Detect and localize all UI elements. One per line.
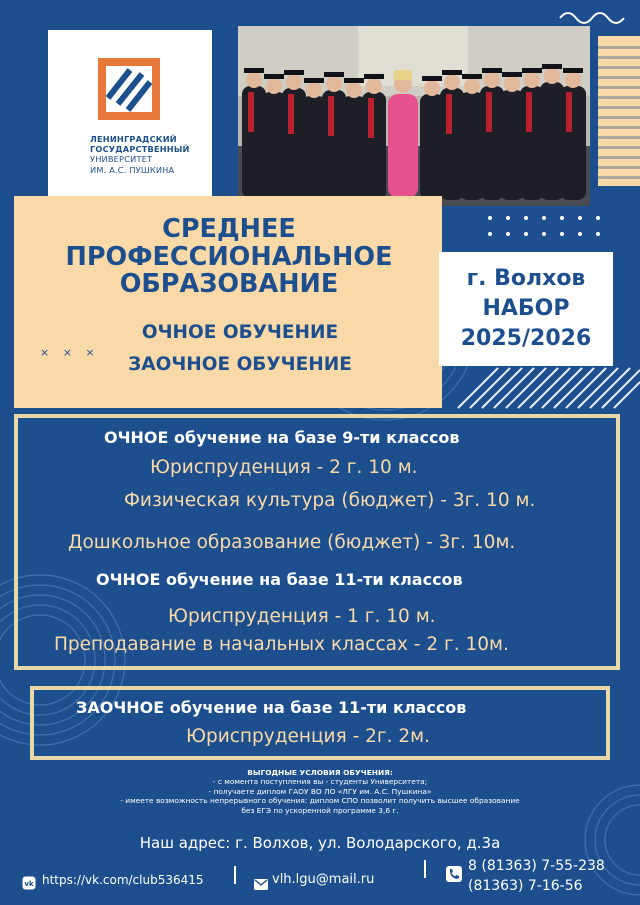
phone-2[interactable]: (81363) 7-16-56 bbox=[468, 878, 583, 894]
university-logo-card bbox=[48, 30, 212, 200]
email-link[interactable]: vlh.lgu@mail.ru bbox=[272, 872, 375, 887]
program-item: Дошкольное образование (бюджет) - 3г. 10м. bbox=[68, 532, 516, 553]
vk-link[interactable]: https://vk.com/club536415 bbox=[42, 873, 204, 887]
title-line-3: ОБРАЗОВАНИЕ bbox=[119, 269, 339, 299]
study-mode-parttime: ЗАОЧНОЕ ОБУЧЕНИЕ bbox=[128, 354, 352, 375]
logo-line-3: УНИВЕРСИТЕТ bbox=[90, 154, 153, 165]
study-mode-fulltime: ОЧНОЕ ОБУЧЕНИЕ bbox=[141, 322, 339, 343]
address: Наш адрес: г. Волхов, ул. Володарского, д.3а bbox=[139, 834, 501, 852]
vk-icon bbox=[22, 876, 36, 890]
benefit-item: - с момента поступления вы - студенты Университета; bbox=[212, 777, 428, 787]
benefits-list bbox=[40, 768, 600, 815]
benefit-item: без ЕГЭ по ускоренной программе 3,6 г. bbox=[241, 805, 399, 815]
decor-crosses: × × × bbox=[40, 346, 100, 359]
intake-year: 2025/2026 bbox=[460, 326, 592, 351]
fulltime-11-heading: ОЧНОЕ обучение на базе 11-ти классов bbox=[96, 570, 463, 589]
university-logo-icon bbox=[98, 58, 160, 120]
phone-1[interactable]: 8 (81363) 7-55-238 bbox=[468, 858, 605, 874]
title-line-1: СРЕДНЕЕ bbox=[162, 214, 296, 244]
program-item: Физическая культура (бюджет) - 3г. 10 м. bbox=[124, 490, 536, 511]
intake-badge bbox=[439, 252, 613, 366]
program-item: Юриспруденция - 1 г. 10 м. bbox=[168, 606, 436, 627]
mail-icon bbox=[254, 879, 268, 890]
benefits-title: ВЫГОДНЫЕ УСЛОВИЯ ОБУЧЕНИЯ: bbox=[247, 768, 393, 777]
divider bbox=[234, 866, 236, 884]
benefit-item: - получаете диплом ГАОУ ВО ЛО «ЛГУ им. А.С. Пушкина» bbox=[208, 786, 432, 796]
title-line-2: ПРОФЕССИОНАЛЬНОЕ bbox=[65, 241, 393, 272]
program-item: Юриспруденция - 2г. 2м. bbox=[186, 726, 431, 747]
intake-label: НАБОР bbox=[482, 296, 570, 321]
parttime-heading: ЗАОЧНОЕ обучение на базе 11-ти классов bbox=[76, 698, 467, 717]
program-item: Юриспруденция - 2 г. 10 м. bbox=[150, 457, 418, 478]
program-item: Преподавание в начальных классах - 2 г. 10м. bbox=[54, 634, 509, 655]
phone-icon bbox=[446, 866, 462, 882]
logo-line-1: ЛЕНИНГРАДСКИЙ bbox=[90, 134, 177, 144]
benefit-item: - имеете возможность непрерывного обучения: диплом СПО позволит получить высшее образование bbox=[120, 796, 520, 806]
logo-line-2: ГОСУДАРСТВЕННЫЙ bbox=[90, 144, 190, 155]
fulltime-9-heading: ОЧНОЕ обучение на базе 9-ти классов bbox=[104, 428, 460, 447]
graduates-photo bbox=[238, 26, 590, 206]
logo-line-4: ИМ. А.С. ПУШКИНА bbox=[90, 164, 175, 175]
intake-city: г. Волхов bbox=[466, 266, 586, 291]
university-name bbox=[90, 134, 210, 175]
page-title bbox=[24, 216, 434, 299]
divider bbox=[424, 860, 426, 878]
contacts-bar bbox=[0, 860, 640, 905]
svg-text:vk: vk bbox=[24, 880, 34, 888]
